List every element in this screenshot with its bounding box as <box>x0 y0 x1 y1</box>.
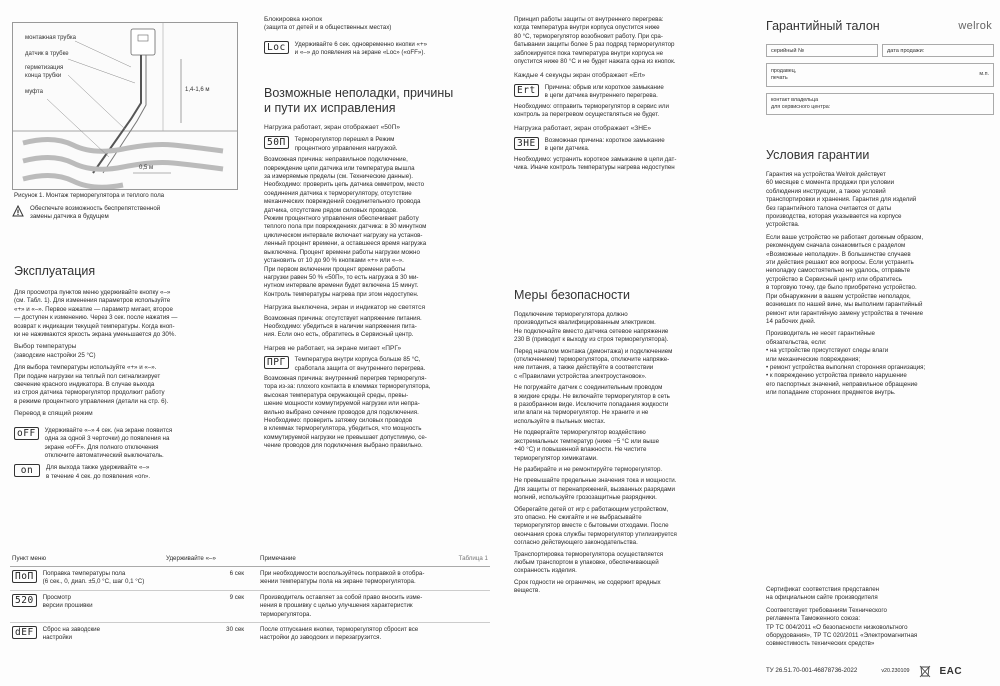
fault2-line: Необходимо: убедиться в наличии напряжения пита- <box>264 322 417 330</box>
safety-line: Не разбирайте и не ремонтируйте терморегулятор. <box>514 465 663 473</box>
tu-code: ТУ 26.51.70-001-46878736-2022 <box>766 666 858 674</box>
safety-line: Для защиты от перенапряжений, вызванных разрядами <box>514 485 675 493</box>
cond-line: возникших по нашей вине, мы выполним гарантийный <box>766 301 923 309</box>
overheat-line: Принцип работы защиты от внутреннего перегрева: <box>514 16 664 23</box>
fault1-line: теплого пола при повреждениях датчика: в 30 минутном <box>264 223 427 231</box>
temp-choice-title: Выбор температуры <box>14 343 77 351</box>
fault4-line: контроль за перегревом осуществляться не будет. <box>514 111 660 119</box>
safety-line: веществ. <box>514 587 541 595</box>
cond-line: Если ваше устройство не работает должным образом, <box>766 233 924 241</box>
safety-line: в жидкие среды. Не включайте терморегулятор в сеть <box>514 392 670 400</box>
row-note: нения в прошивку с целью улучшения характеристик <box>260 602 413 610</box>
faults-title: и пути их исправления <box>264 101 396 115</box>
safety-line: ние питания, а также действуйте в соответствии <box>514 364 654 372</box>
cert-line: оборудования», ТР ТС 020/2011 «Электромагнитная <box>766 632 918 640</box>
cond-line: производства, которая указывается на корпусе <box>766 213 902 221</box>
operation-intro-line: — доступен к изменению. Через 3 сек. после нажатия — <box>14 314 178 322</box>
display-off-code: oFF <box>14 427 39 440</box>
fault3-desc: Температура внутри корпуса больше 85 °C, <box>294 356 421 364</box>
fault1-line: При первом включении процент времени работы <box>264 265 406 273</box>
fault1-desc: Терморегулятор перешел в Режим <box>294 136 395 144</box>
column-warranty <box>756 0 1000 686</box>
cond-line: • ремонт устройства выполнял сторонняя организация; <box>766 363 926 371</box>
lock-text-line: Удерживайте 6 сек. одновременно кнопки «+» <box>294 40 428 48</box>
cond-line: устройства. <box>766 221 800 229</box>
fault1-line: соединения датчика к терморегулятору, отсутствие <box>264 189 412 197</box>
cond-line: его паспортных значений, неправильное обращение <box>766 380 918 388</box>
operation-title: Эксплуатация <box>14 264 96 278</box>
lock-title: Блокировка кнопок <box>264 16 323 23</box>
eac-mark: EAC <box>939 665 963 677</box>
temp-choice-sub: (заводские настройки 25 °C) <box>14 351 96 359</box>
cond-line: или попадание сторонних предметов внутрь. <box>766 389 896 397</box>
display-ert-code: Ert <box>514 84 539 97</box>
lock-sub: (защита от детей и в общественных местах) <box>264 24 392 32</box>
display-prg-code: ПРГ <box>264 356 289 369</box>
safety-line: экстремальных температур (ниже −5 °C или выше <box>514 437 660 445</box>
row-note: Производитель оставляет за собой право вносить изме- <box>260 593 423 601</box>
fault3-line: шение мощности коммутируемой нагрузки или непра- <box>264 400 420 408</box>
floor-heating-illustration <box>13 23 237 189</box>
cond-line: рекомендуем сначала ознакомиться с разделом <box>766 242 906 250</box>
display-def-code: dEF <box>12 626 37 639</box>
row-note: жении температуры пола на экране терморегулятора. <box>260 578 416 586</box>
contact-label: контакт владельца <box>771 97 819 103</box>
safety-line: Перед началом монтажа (демонтажа) и подключением <box>514 347 673 355</box>
overheat-line: заблокируется пока температура внутри корпуса не <box>514 49 664 57</box>
recycle-icon <box>918 664 932 678</box>
serial-number-field: серийный № <box>766 44 878 57</box>
fault2-line: Возможная причина: отсутствует напряжение питания. <box>264 314 422 322</box>
row-name: версии прошивки <box>42 602 93 610</box>
sensor-note-line: замены датчика в будущем <box>30 213 109 221</box>
sale-date-field: дата продажи: <box>882 44 994 57</box>
fault4-line: Необходимо: отправить терморегулятор в сервис или <box>514 102 669 110</box>
fault3-line: вильно выбрано сечение проводов для подключения. <box>264 408 419 416</box>
fault1-line: циклическом интервале включает нагрузку на установ- <box>264 231 423 239</box>
fault5-heading: Нагрузка работает, экран отображает «ЗНЕ» <box>514 125 652 133</box>
off-instruction <box>14 427 240 461</box>
certification-block <box>766 586 996 649</box>
row-name: настройки <box>42 634 72 642</box>
safety-line: сохранность изделия. <box>514 567 577 575</box>
safety-paragraphs <box>514 311 750 596</box>
cond-line: устройство в Сервисный центр или обратитесь <box>766 275 902 283</box>
cert-line: Сертификат соответствия представлен <box>766 586 880 593</box>
cond-line: ремонт или гарантийную замену устройства в течение <box>766 309 924 317</box>
off-text-line: Удерживайте «–» 4 сек. (на экране появится <box>44 426 173 434</box>
temp-text-line: из строя датчика терморегулятор продолжит работу <box>14 389 165 397</box>
operation-intro-line: (см. Табл. 1). Для изменения параметров используйте <box>14 297 171 305</box>
row-note: терморегулятора. <box>260 610 312 618</box>
fault1-text <box>264 156 500 299</box>
warranty-conditions <box>766 148 996 398</box>
fault1-line: ленный процент времени, а оставшееся время нагрузка <box>264 240 427 248</box>
row-name: (6 сек., 0, диап. ±5,0 °C, шаг 0,1 °C) <box>42 578 145 586</box>
fault1-line: Контроль температуры нагрева при этом недоступен. <box>264 290 419 298</box>
temp-text-line: свечение красного индикатора. В случае выхода <box>14 381 155 389</box>
row-note: После отпускания кнопки, терморегулятор сбросит все <box>260 626 419 634</box>
faults-section <box>264 86 500 451</box>
fault4-heading: Каждые 4 секунды экран отображает «Ert» <box>514 72 646 80</box>
on-text-line: Для выхода также удерживайте «–» <box>46 464 150 472</box>
overheat-line: когда температура внутри корпуса опустится ниже <box>514 24 660 32</box>
stamp-label: м.п. <box>979 71 989 77</box>
sensor-note-line: Обеспечьте возможность беспрепятственной <box>30 205 161 212</box>
safety-line: (отключением) терморегулятора, отключите напряже- <box>514 356 670 364</box>
off-text-line: одна за одной 3 черточки) до появления на <box>44 435 170 443</box>
cond-line: обязательства, если: <box>766 338 827 346</box>
temp-text-line: в режиме процентного управления (детали на стр. 6). <box>14 397 169 405</box>
safety-line: Транспортировка терморегулятора осуществляется <box>514 550 664 558</box>
fault5-desc: Возможная причина: короткое замыкание <box>544 136 665 144</box>
safety-line: любым транспортом в упаковке, обеспечивающей <box>514 558 659 566</box>
fault1-line: Режим процентного управления обеспечивает работу <box>264 215 419 223</box>
fault1-desc: процентного управления нагрузкой. <box>294 144 398 152</box>
operation-intro-line: ки не нажимаются яркость экрана уменьшается до 30%. <box>14 331 177 339</box>
overheat-section <box>514 16 750 173</box>
label-mounting-tube: монтажная трубка <box>25 35 76 41</box>
safety-line: с «Правилами устройства электроустановок». <box>514 372 647 380</box>
row-note: При необходимости воспользуйтесь поправкой в отобра- <box>260 570 425 577</box>
overheat-line: батывании защиты более 5 раз подряд терморегулятор <box>514 41 675 49</box>
temp-text-line: Для выбора температуры используйте «+» и «–». <box>14 364 157 372</box>
off-text-line: экране «oFF». Для полного отключения <box>44 443 159 451</box>
safety-section <box>514 288 750 596</box>
label-distance: 0,5 м <box>139 165 154 171</box>
fault1-line: Необходимо: проверить цепь датчика омметром, место <box>264 181 425 189</box>
operation-intro-line: «+» и «–». Первое нажатие — параметр мигает, второе <box>14 305 173 313</box>
cert-line: Соответствует требованиям Технического <box>766 606 887 614</box>
table-row <box>10 623 490 646</box>
safety-line: Не подключайте вместо датчика сетевое напряжение <box>514 327 669 335</box>
fault3-heading: Нагрев не работает, на экране мигает «ПРГ» <box>264 344 402 352</box>
cert-line: ТР ТС 004/2011 «О безопасности низковольтного <box>766 623 908 631</box>
safety-line: используйте в пыльных местах. <box>514 417 606 425</box>
display-zne-code: ЗНЕ <box>514 137 539 150</box>
seller-label: продавец, <box>771 68 797 74</box>
row-name: Сброс на заводские <box>42 626 101 634</box>
welrok-logo: welrok <box>958 20 992 32</box>
safety-line: 230 В (приводит к выходу из строя терморегулятора). <box>514 336 669 344</box>
safety-line: терморегулятор химикатами. <box>514 454 598 462</box>
cond-line: 60 месяцев с момента продажи при условии <box>766 179 895 187</box>
fault3-desc: сработала защита от внутреннего перегрева. <box>294 364 426 372</box>
overheat-line: опустится ниже 80 °C и не будет нажата одна из кнопок. <box>514 58 676 66</box>
fault5-line: чика. Иначе контроль температуры нагрева недоступен <box>514 164 675 172</box>
display-loc-code: Loc <box>264 41 289 54</box>
fault1-line: нагрузки равен 50 % «50П», то есть нагрузка в 30 ми- <box>264 273 419 281</box>
safety-line: или влаги на терморегулятор. Не храните и не <box>514 409 649 417</box>
conditions-title: Условия гарантии <box>766 148 870 162</box>
safety-line: Подключение терморегулятора должно <box>514 311 628 318</box>
safety-line: +40 °C) и повышенной влажности. Не чистите <box>514 446 647 454</box>
fault3-line: Необходимо: проверить затяжку силовых проводов <box>264 417 413 424</box>
th-hold: Удерживайте «–» <box>164 552 258 567</box>
cert-line: совместимость технических средств» <box>766 640 875 648</box>
table-row <box>10 567 490 591</box>
cert-line: на официальном сайте производителя <box>766 594 878 602</box>
th-note <box>258 552 490 567</box>
fault5-line: Необходимо: устранить короткое замыкание в цепи дат- <box>514 155 677 163</box>
display-on-code: on <box>14 464 40 477</box>
on-text-line: в течение 4 сек. до появления «on». <box>46 472 151 480</box>
safety-line: это опасно. Не сжигайте и не выбрасывайте <box>514 513 642 521</box>
owner-contact-field <box>766 93 994 115</box>
seller-label: печать <box>771 75 788 81</box>
display-pop-code: ПоП <box>12 570 37 583</box>
lock-text-line: и «–» до появления на экране «Loc» («oFF»). <box>294 49 426 57</box>
thermostat-drawing <box>131 29 155 55</box>
overheat-line: 80 °C, терморегулятор возобновит работу. При сра- <box>514 32 663 40</box>
faults-title: Возможные неполадки, причины <box>264 86 454 100</box>
safety-line: в разобранном виде. Исключите попадания жидкости <box>514 401 669 409</box>
cond-line: Гарантия на устройства Welrok действует <box>766 171 886 178</box>
label-sensor-in-tube: датчик в трубке <box>25 51 69 57</box>
display-50p-code: 50П <box>264 136 289 149</box>
display-version-code: 520 <box>12 594 37 607</box>
fault2-line: ния. Если оно есть, обратитесь в Сервисный центр. <box>264 331 414 339</box>
cond-line: эти действия решают все вопросы. Если устранить <box>766 259 914 267</box>
safety-line: производиться квалифицированным электриком. <box>514 319 656 327</box>
fault1-heading: Нагрузка работает, экран отображает «50П» <box>264 124 401 131</box>
fault1-line: за измеряемые пределы (см. Технические данные). <box>264 173 413 181</box>
lock-section <box>264 16 500 58</box>
fault1-line: нутном интервале времени будет включена 15 минут. <box>264 282 419 290</box>
footer-codes <box>766 664 962 678</box>
safety-line: Не подвергайте терморегулятор воздействию <box>514 429 646 437</box>
label-tube-end: конца трубки <box>25 73 62 79</box>
safety-line: согласно действующего законодательства. <box>514 539 638 547</box>
th-note-label: Примечание <box>260 555 296 562</box>
fault3-line: чение проводов для подключения выбрано правильно. <box>264 442 423 450</box>
seller-field <box>766 63 994 87</box>
safety-line: терморегулятор вместе с бытовыми отходами. После <box>514 522 669 530</box>
fault3-line: в клеммах терморегулятора, убедиться, что мощность <box>264 425 422 433</box>
fault3-line: высокая температура окружающей среды, превы- <box>264 391 409 399</box>
warranty-title: Гарантийный талон <box>766 19 880 33</box>
figure-caption: Рисунок 1. Монтаж терморегулятора и теплого пола <box>14 192 165 199</box>
safety-line: Срок годности не ограничен, не содержит вредных <box>514 578 661 586</box>
installation-figure <box>12 22 238 190</box>
fault3-line: коммутируемой нагрузки не превышает допустимую, се- <box>264 433 427 441</box>
operation-intro-line: возврат к индикации текущей температуры. Когда кноп- <box>14 322 175 330</box>
cond-line: или механические повреждения; <box>766 355 861 363</box>
fault1-line: датчика, отсутствие рядом силовых проводов. <box>264 206 398 214</box>
cond-line: транспортировки и хранения. Гарантия для изделий <box>766 196 917 204</box>
fault1-line: механических повреждений соединительного провода <box>264 198 421 206</box>
warning-icon <box>12 205 24 217</box>
menu-table <box>10 552 490 646</box>
cond-line: При обнаружении в вашем устройстве неполадок, <box>766 292 911 300</box>
cond-line: • к повреждению устройства привело нарушение <box>766 372 907 380</box>
label-height: 1,4-1,6 м <box>185 87 210 93</box>
version-code: v20.230109 <box>881 667 910 674</box>
safety-line: Не превышайте предельные значения тока и мощности. <box>514 477 677 485</box>
cond-line: без гарантийного талона считается от даты <box>766 204 892 212</box>
off-text-line: отключите автоматический выключатель. <box>44 451 164 459</box>
row-note: настройки до заводских и перезагрузится. <box>260 634 382 642</box>
contact-label: для сервисного центра: <box>771 104 831 110</box>
cond-line: в торговую точку, где было приобретено устройство. <box>766 284 917 292</box>
cert-line: регламента Таможенного союза: <box>766 615 861 623</box>
on-instruction <box>14 464 240 481</box>
safety-line: окончания срока службы терморегулятор утилизируется <box>514 530 677 538</box>
warranty-form <box>766 44 994 115</box>
cond-line: • на устройстве присутствуют следы влаги <box>766 347 889 355</box>
cond-line: Производитель не несет гарантийные <box>766 330 875 338</box>
row-hold: 30 сек <box>226 626 244 634</box>
sleep-mode-title: Перевод в спящий режим <box>14 410 93 418</box>
cond-line: неполадку самостоятельно не удалось, отправьте <box>766 267 911 275</box>
row-hold: 9 сек <box>229 593 244 601</box>
fault3-line: Возможная причина: внутренний перегрев терморегуля- <box>264 374 427 382</box>
label-coupling: муфта <box>25 89 43 95</box>
safety-title: Меры безопасности <box>514 288 630 302</box>
operation-intro-line: Для просмотра пунктов меню удерживайте кнопку «–» <box>14 289 171 296</box>
sensor-note <box>12 205 236 222</box>
fault4-desc: в цепи датчика внутреннего перегрева. <box>544 92 658 100</box>
safety-line: Не погружайте датчик с соединительным проводом <box>514 384 663 392</box>
fault5-desc: в цепи датчика. <box>544 145 590 153</box>
row-name: Просмотр <box>42 593 71 601</box>
th-menu-item: Пункт меню <box>10 552 164 567</box>
fault1-line: выключена. Процент времени работы нагрузки можно <box>264 248 420 256</box>
fault1-line: повреждение цепи датчика или температура вышла <box>264 164 415 172</box>
fault1-line: Возможная причина: неправильное подключение, <box>264 156 408 164</box>
label-sealing: герметизация <box>25 65 64 71</box>
cond-line: соблюдения инструкции, а также условий <box>766 187 886 195</box>
fault2-heading: Нагрузка выключена, экран и индикатор не светятся <box>264 304 426 312</box>
operation-section <box>14 264 240 481</box>
table-number: Таблица 1 <box>458 555 488 562</box>
table-row <box>10 590 490 622</box>
fault3-line: тора из-за: плохого контакта в клеммах терморегулятора, <box>264 383 431 391</box>
fault1-line: установить от 10 до 90 % кнопками «+» или «–». <box>264 257 404 265</box>
temp-text-line: При подаче нагрузки на теплый пол сигнализирует <box>14 372 161 380</box>
safety-line: молний, используйте грозозащитные разрядники. <box>514 494 657 502</box>
row-name: Поправка температуры пола <box>42 570 126 577</box>
safety-line: Оберегайте детей от игр с работающим устройством, <box>514 505 669 513</box>
cond-line: «Возможные неполадки». В большинстве случаев <box>766 250 911 258</box>
fault4-desc: Причина: обрыв или короткое замыкание <box>544 83 664 91</box>
cond-line: 14 рабочих дней. <box>766 317 816 325</box>
row-hold: 6 сек <box>229 570 244 577</box>
